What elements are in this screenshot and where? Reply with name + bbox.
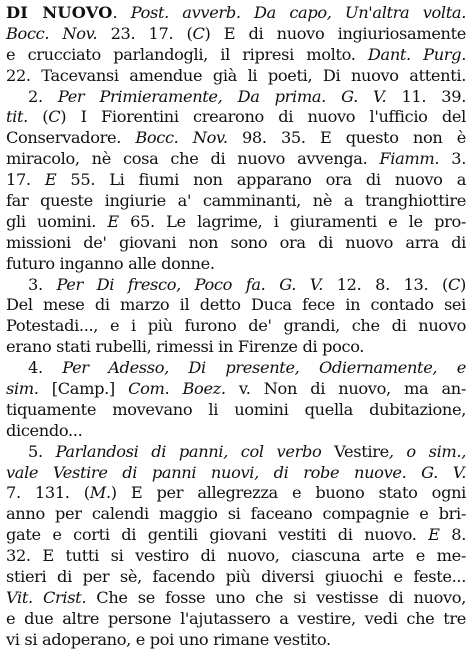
dictionary-entry-di-nuovo [6,3,466,651]
text-line [6,337,466,358]
italic-run: Parlandosi di panni, col verbo [55,441,322,461]
italic-run: Dant. Purg. [367,44,466,64]
italic-run: M. [89,483,111,503]
text-run: ( [27,107,49,127]
italic-run: E [44,170,57,190]
text-line [6,525,466,546]
italic-run: Bocc. Nov. [6,23,98,43]
text-line [6,316,466,337]
text-run: 98. 35. E questo non è [227,128,466,148]
text-run: anno per calendi maggio si faceano compagnie e bri- [6,504,466,524]
text-line [6,191,466,212]
text-run: 55. Li fiumi non apparano ora di nuovo a [56,170,466,190]
text-run: 3. [28,274,57,294]
text-run: 7. 131. ( [6,483,90,503]
text-run: 5. [28,441,56,461]
italic-run: Bocc. Nov. [135,128,228,148]
text-run: far queste ingiurie a' camminanti, nè a tranghiottire [6,191,466,211]
text-run: ) E per allegrezza e buono stato ogni [110,483,466,503]
text-run: . [112,3,131,22]
italic-run: Per Adesso, Di presente, Odiernamente, e [62,358,466,378]
text-line [6,128,466,149]
text-line [6,630,466,651]
text-line [6,442,466,463]
text-run: e due altre persone l'ajutassero a vestire, vedi che tre [6,608,466,628]
text-line [6,567,466,588]
italic-run: Post. avverb. Da capo, Un'altra volta. [130,3,467,22]
text-line [6,66,466,87]
text-line [6,588,466,609]
text-run: missioni de' giovani non sono ora di nuovo arra di [6,232,466,252]
text-line [6,87,466,108]
italic-run: sim. [6,379,39,399]
text-run: erano stati rubelli, rimessi in Firenze di poco. [6,337,365,357]
italic-run: Per Di fresco, Poco fa. G. V. [56,274,324,294]
text-line [6,170,466,191]
text-run: Del mese di marzo il detto Duca fece in contado sei [6,295,466,315]
text-run: Conservadore. [6,128,136,148]
italic-run: Fiamm. [379,149,440,169]
text-line [6,24,466,45]
text-line [6,275,466,296]
text-run: gli uomini. [6,211,108,231]
italic-run: C [192,23,205,43]
text-run: 3. [439,149,466,169]
text-line [6,609,466,630]
text-run: 2. [28,86,58,106]
text-run: Potestadi..., e i più furono de' grandi, che di nuovo [6,316,466,336]
text-line [6,3,466,24]
text-run: stieri di per sè, facendo più diversi giuochi e feste... [6,567,466,587]
text-run: ) I Fiorentini crearono di nuovo l'ufficio del [60,107,466,127]
text-line [6,254,466,275]
text-run: tiquamente movevano li uomini quella dubitazione, [6,399,466,419]
text-line [6,483,466,504]
text-run: 32. E tutti si vestiro di nuovo, ciascuna arte e me- [6,546,466,566]
text-run: Vestire [321,441,389,461]
italic-run: Per Primieramente, Da prima. G. V. [57,86,387,106]
italic-run: C [447,274,461,294]
text-line [6,212,466,233]
text-line [6,379,466,400]
text-run: vi si adoperano, e poi uno rimane vestito. [6,629,331,649]
text-run: ) E di nuovo ingiuriosamente [204,23,467,43]
italic-run: tit. [6,107,28,127]
text-line [6,45,466,66]
text-run: 4. [28,358,63,378]
text-run: ) [460,274,466,294]
text-line [6,358,466,379]
text-run: e crucciato parlandogli, il ripresi molto. [6,44,368,64]
italic-run: C [48,107,61,127]
text-run: dicendo... [6,420,83,440]
italic-run: Vit. Crist. [6,587,87,607]
text-line [6,149,466,170]
text-line [6,233,466,254]
text-run: 8. [439,525,466,545]
text-run: miracolo, nè cosa che di nuovo avvenga. [6,149,380,169]
text-run: 11. 39. [386,86,466,106]
text-run: 23. 17. ( [97,23,193,43]
text-run: 22. Tacevansi amendue già li poeti, Di nuovo attenti. [6,65,466,85]
italic-run: E [107,211,119,231]
text-run: 65. Le lagrime, i giuramenti e le pro- [118,211,466,231]
text-run: futuro inganno alle donne. [6,253,215,273]
italic-run: E [428,525,440,545]
text-run: Che se fosse uno che si vestisse di nuovo, [86,587,466,607]
headword: DI NUOVO [6,3,113,22]
text-run: 12. 8. 13. ( [323,274,448,294]
text-line [6,463,466,484]
text-run: v. Non di nuovo, ma an- [225,379,466,399]
italic-run: , o sim., [388,441,467,461]
text-line [6,504,466,525]
text-line [6,400,466,421]
text-line [6,107,466,128]
italic-run: vale Vestire di panni nuovi, di robe nuove. G. V. [6,462,466,482]
text-run: [Camp.] [38,379,129,399]
italic-run: Com. Boez. [128,379,226,399]
text-line [6,295,466,316]
text-run: 17. [6,170,45,190]
text-run: gate e corti di gentili giovani vestiti di nuovo. [6,525,429,545]
text-line [6,546,466,567]
text-line [6,421,466,442]
